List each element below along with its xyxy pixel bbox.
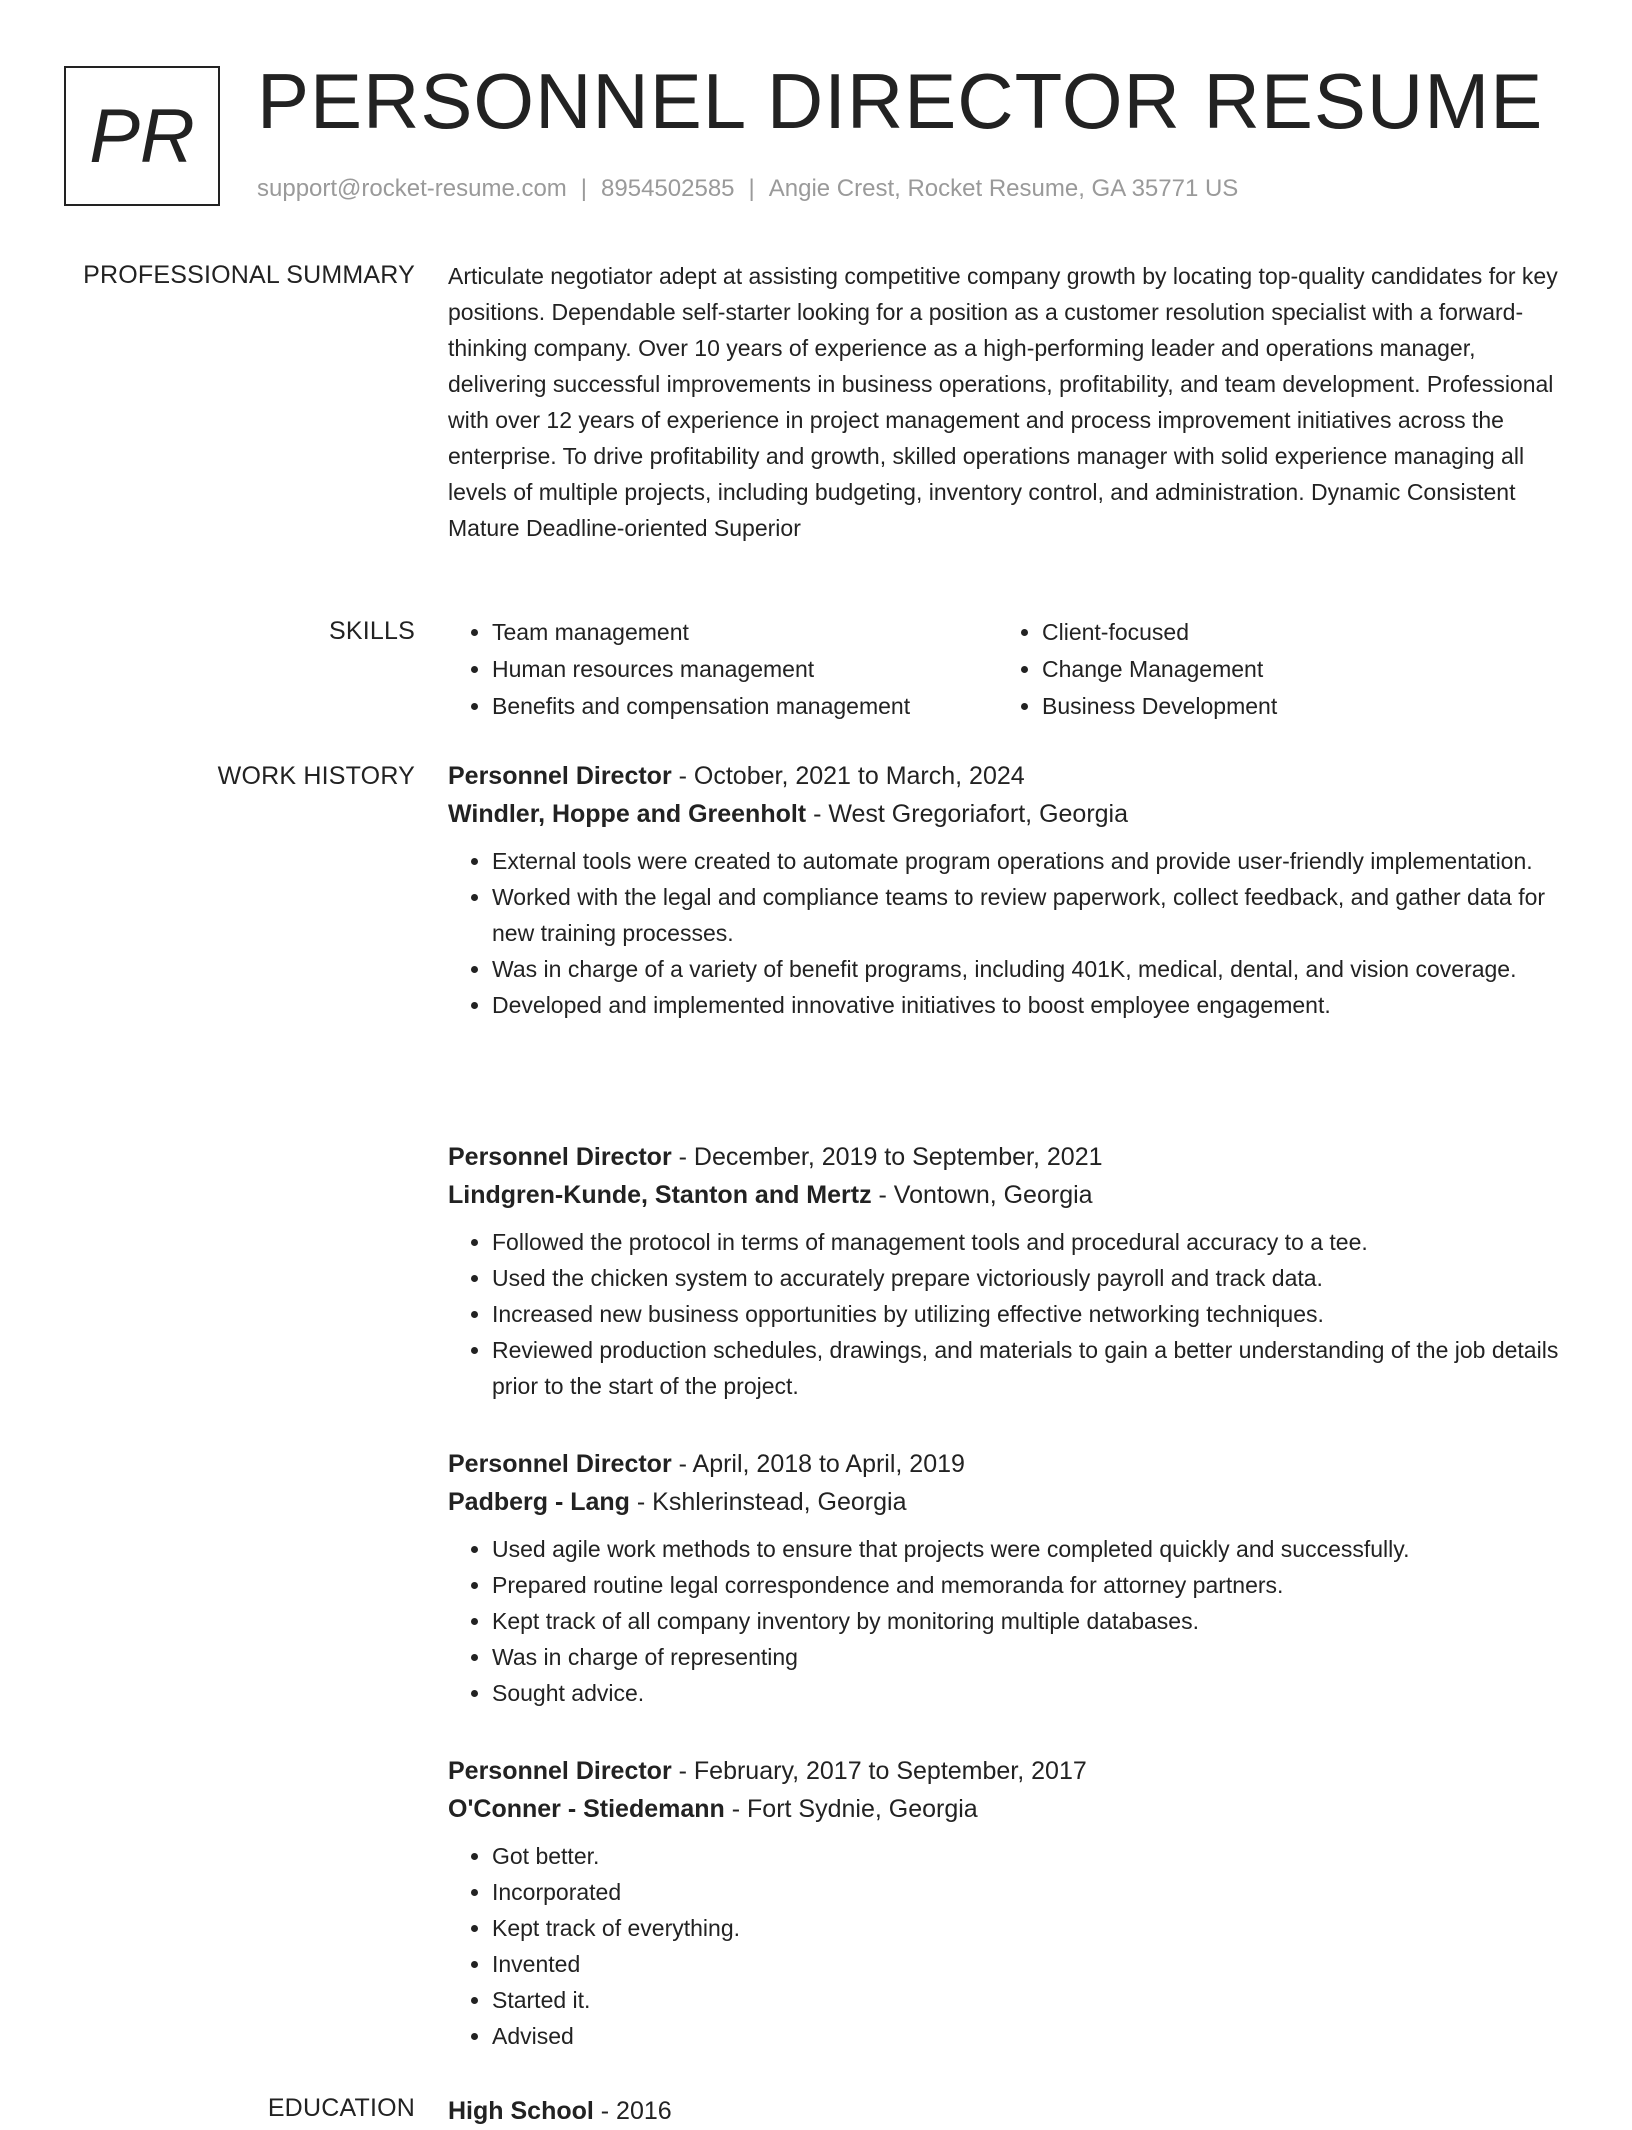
- job-bullets: [448, 1838, 1087, 2054]
- job-bullet: • Was in charge of representing: [492, 1639, 1409, 1675]
- job-bullet: • Reviewed production schedules, drawings, and materials to gain a better understanding of the job details prior to the start of the project.: [492, 1332, 1570, 1404]
- contact-line: [257, 175, 1238, 203]
- education-year: - 2016: [593, 2097, 672, 2125]
- job-dates: - October, 2021 to March, 2024: [671, 762, 1025, 790]
- skills-column-right: [998, 614, 1548, 725]
- job-bullets: [448, 843, 1570, 1023]
- summary-text: Articulate negotiator adept at assisting competitive company growth by locating top-quality candidates for key positions. Dependable self-starter looking for a position as a customer resolution specialist with a forward-thinking company. Over 10 years of experience as a high-performing leader and operations manager, delivering successful improvements in business operations, profitability, and team development. Professional with over 12 years of experience in project management and process improvement initiatives across the enterprise. To drive profitability and growth, skilled operations manager with solid experience managing all levels of multiple projects, including budgeting, inventory control, and administration. Dynamic Consistent Mature Deadline-oriented Superior: [448, 263, 1558, 541]
- job-title: Personnel Director: [448, 762, 672, 790]
- skill-item: • Benefits and compensation management: [492, 688, 998, 725]
- job-bullet: • Used the chicken system to accurately prepare victoriously payroll and track data.: [492, 1260, 1570, 1296]
- job-title: Personnel Director: [448, 1757, 672, 1785]
- skill-item: • Human resources management: [492, 651, 998, 688]
- job-entry: [448, 757, 1570, 1023]
- skills-column-left: [448, 614, 998, 725]
- job-bullet: • Worked with the legal and compliance teams to review paperwork, collect feedback, and gather data for new training processes.: [492, 879, 1570, 951]
- job-bullets: [448, 1224, 1570, 1404]
- education-degree: High School: [448, 2097, 594, 2125]
- contact-address: Angie Crest, Rocket Resume, GA 35771 US: [768, 175, 1239, 202]
- resume-title: PERSONNEL DIRECTOR RESUME: [257, 57, 1544, 145]
- job-bullets: [448, 1531, 1409, 1711]
- job-bullet: • Started it.: [492, 1982, 1087, 2018]
- education-line: [448, 2092, 1570, 2130]
- job-title-line: [448, 1752, 1087, 1790]
- job-bullet: • Followed the protocol in terms of management tools and procedural accuracy to a tee.: [492, 1224, 1570, 1260]
- job-title-line: [448, 1138, 1570, 1176]
- summary-heading: PROFESSIONAL SUMMARY: [83, 261, 415, 289]
- skill-item: • Client-focused: [1042, 614, 1548, 651]
- skills-body: [448, 614, 1570, 725]
- job-title-line: [448, 1445, 1409, 1483]
- job-location: - Vontown, Georgia: [871, 1181, 1093, 1209]
- skill-item: • Change Management: [1042, 651, 1548, 688]
- job-bullet: • Was in charge of a variety of benefit programs, including 401K, medical, dental, and vision coverage.: [492, 951, 1570, 987]
- job-title: Personnel Director: [448, 1450, 672, 1478]
- job-bullet: • Advised: [492, 2018, 1087, 2054]
- education-heading: EDUCATION: [267, 2094, 415, 2122]
- job-bullet: • Prepared routine legal correspondence and memoranda for attorney partners.: [492, 1567, 1409, 1603]
- job-title: Personnel Director: [448, 1143, 672, 1171]
- job-bullet: • Used agile work methods to ensure that projects were completed quickly and successfully.: [492, 1531, 1409, 1567]
- job-bullet: • External tools were created to automate program operations and provide user-friendly implementation.: [492, 843, 1570, 879]
- job-company: Windler, Hoppe and Greenholt: [448, 800, 807, 828]
- job-bullet: • Kept track of all company inventory by monitoring multiple databases.: [492, 1603, 1409, 1639]
- education-body: [448, 2092, 1570, 2130]
- contact-separator: |: [748, 175, 755, 202]
- job-bullet: • Increased new business opportunities by utilizing effective networking techniques.: [492, 1296, 1570, 1332]
- job-company-line: [448, 1790, 1087, 1828]
- job-location: - Fort Sydnie, Georgia: [724, 1795, 978, 1823]
- job-location: - West Gregoriafort, Georgia: [806, 800, 1129, 828]
- job-company-line: [448, 1176, 1570, 1214]
- job-bullet: • Kept track of everything.: [492, 1910, 1087, 1946]
- job-dates: - February, 2017 to September, 2017: [671, 1757, 1087, 1785]
- job-company: Padberg - Lang: [448, 1488, 630, 1516]
- skill-item: • Business Development: [1042, 688, 1548, 725]
- skills-heading: SKILLS: [329, 617, 415, 645]
- job-title-line: [448, 757, 1570, 795]
- contact-phone[interactable]: 8954502585: [601, 175, 735, 202]
- job-company: Lindgren-Kunde, Stanton and Mertz: [448, 1181, 872, 1209]
- contact-email[interactable]: support@rocket-resume.com: [257, 175, 567, 202]
- job-bullet: • Developed and implemented innovative initiatives to boost employee engagement.: [492, 987, 1570, 1023]
- summary-body: [448, 258, 1570, 546]
- job-dates: - April, 2018 to April, 2019: [671, 1450, 965, 1478]
- job-bullet: • Got better.: [492, 1838, 1087, 1874]
- job-bullet: • Incorporated: [492, 1874, 1087, 1910]
- monogram-logo: PR: [64, 66, 220, 206]
- job-entry: [448, 1138, 1570, 1404]
- job-company-line: [448, 1483, 1409, 1521]
- job-location: - Kshlerinstead, Georgia: [629, 1488, 907, 1516]
- job-bullet: • Sought advice.: [492, 1675, 1409, 1711]
- job-entry: [448, 1752, 1087, 2054]
- job-dates: - December, 2019 to September, 2021: [671, 1143, 1103, 1171]
- job-company: O'Conner - Stiedemann: [448, 1795, 725, 1823]
- job-entry: [448, 1445, 1409, 1711]
- job-bullet: • Invented: [492, 1946, 1087, 1982]
- job-company-line: [448, 795, 1570, 833]
- skill-item: • Team management: [492, 614, 998, 651]
- work-history-heading: WORK HISTORY: [217, 762, 415, 790]
- contact-separator: |: [580, 175, 588, 202]
